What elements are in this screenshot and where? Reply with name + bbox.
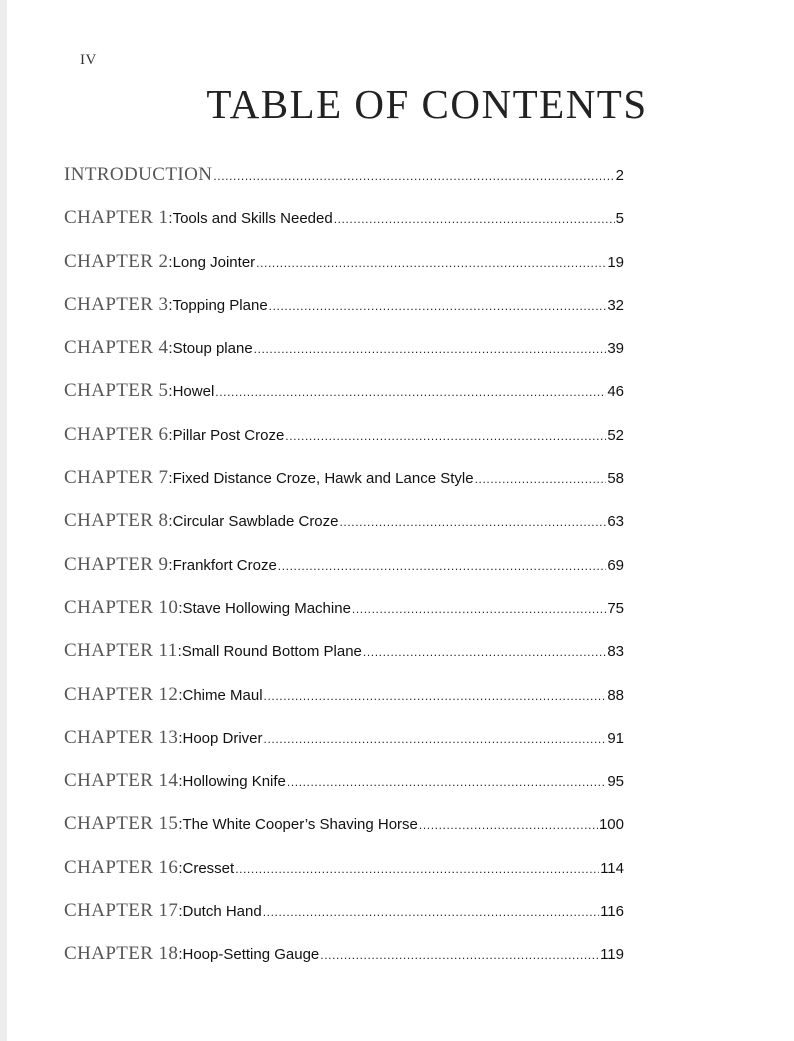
toc-dot-leader [287, 775, 606, 789]
toc-chapter-label: CHAPTER 6 [64, 423, 169, 445]
page-title: TABLE OF CONTENTS [206, 81, 648, 127]
toc-chapter-name: Tools and Skills Needed [172, 210, 333, 228]
toc-chapter-name: Stave Hollowing Machine [182, 599, 351, 617]
toc-page-number: 114 [600, 859, 624, 877]
toc-dot-leader [320, 948, 599, 962]
toc-entry [64, 337, 624, 380]
toc-chapter-name: Pillar Post Croze [172, 426, 285, 444]
toc-page-number: 116 [600, 903, 624, 921]
toc-entry [64, 813, 624, 856]
toc-chapter-label: CHAPTER 11 [64, 640, 178, 662]
toc-separator: : [168, 426, 173, 444]
document-page [7, 0, 794, 1041]
toc-entry [64, 380, 624, 423]
toc-page-number: 5 [615, 210, 624, 228]
toc-chapter-name: Frankfort Croze [172, 556, 277, 574]
toc-chapter-label: CHAPTER 14 [64, 770, 179, 792]
toc-page-number: 19 [607, 253, 624, 271]
toc-separator: : [168, 253, 173, 271]
toc-chapter-name: Small Round Bottom Plane [181, 643, 362, 661]
toc-entry [64, 251, 624, 294]
toc-page-number: 52 [607, 426, 624, 444]
table-of-contents [64, 164, 624, 987]
toc-separator: : [168, 296, 173, 314]
toc-entry [64, 857, 624, 900]
toc-chapter-name: Dutch Hand [182, 903, 262, 921]
toc-separator: : [168, 340, 173, 358]
page-number: IV [80, 52, 97, 68]
toc-chapter-name: Cresset [182, 859, 235, 877]
toc-entry [64, 770, 624, 813]
toc-chapter-name: Howel [172, 383, 215, 401]
toc-separator: : [178, 599, 183, 617]
toc-dot-leader [263, 905, 599, 919]
toc-chapter-label: CHAPTER 9 [64, 553, 169, 575]
toc-page-number: 39 [607, 340, 624, 358]
toc-separator: : [178, 686, 183, 704]
toc-entry [64, 510, 624, 553]
toc-entry [64, 467, 624, 510]
toc-entry [64, 294, 624, 337]
toc-page-number: 69 [607, 556, 624, 574]
toc-page-number: 58 [607, 470, 624, 488]
toc-separator: : [178, 903, 183, 921]
toc-dot-leader [264, 689, 607, 703]
toc-chapter-label: CHAPTER 2 [64, 250, 169, 272]
toc-entry [64, 207, 624, 250]
toc-dot-leader [334, 212, 615, 226]
toc-chapter-name: Circular Sawblade Croze [172, 513, 339, 531]
toc-separator: : [178, 859, 183, 877]
toc-chapter-label: CHAPTER 10 [64, 596, 179, 618]
toc-chapter-name: Chime Maul [182, 686, 263, 704]
toc-page-number: 100 [598, 816, 624, 834]
toc-chapter-name: Hoop-Setting Gauge [182, 946, 320, 964]
toc-page-number: 32 [607, 296, 624, 314]
toc-chapter-name: The White Cooper’s Shaving Horse [182, 816, 418, 834]
toc-entry [64, 554, 624, 597]
toc-dot-leader [254, 342, 607, 356]
toc-dot-leader [419, 818, 598, 832]
toc-entry [64, 727, 624, 770]
toc-dot-leader [352, 602, 606, 616]
toc-chapter-label: CHAPTER 3 [64, 293, 169, 315]
toc-dot-leader [363, 645, 606, 659]
toc-page-number: 119 [600, 946, 624, 964]
toc-dot-leader [285, 429, 606, 443]
toc-chapter-label: CHAPTER 17 [64, 900, 179, 922]
toc-separator: : [177, 643, 182, 661]
toc-entry [64, 164, 624, 207]
toc-entry [64, 640, 624, 683]
toc-entry [64, 943, 624, 986]
toc-page-number: 63 [607, 513, 624, 531]
toc-entry [64, 597, 624, 640]
toc-dot-leader [235, 862, 599, 876]
toc-dot-leader [278, 559, 607, 573]
toc-page-number: 83 [607, 643, 624, 661]
toc-separator: : [178, 816, 183, 834]
toc-chapter-label: INTRODUCTION [64, 164, 213, 185]
toc-chapter-label: CHAPTER 15 [64, 813, 179, 835]
toc-entry [64, 684, 624, 727]
toc-dot-leader [213, 169, 614, 183]
toc-chapter-label: CHAPTER 12 [64, 683, 179, 705]
toc-dot-leader [269, 299, 607, 313]
toc-entry [64, 424, 624, 467]
toc-chapter-label: CHAPTER 16 [64, 856, 179, 878]
toc-chapter-label: CHAPTER 8 [64, 510, 169, 532]
toc-page-number: 46 [607, 383, 624, 401]
toc-page-number: 91 [607, 729, 624, 747]
toc-chapter-name: Topping Plane [172, 296, 268, 314]
toc-chapter-label: CHAPTER 7 [64, 467, 169, 489]
toc-chapter-name: Hollowing Knife [182, 773, 286, 791]
toc-chapter-label: CHAPTER 13 [64, 726, 179, 748]
toc-separator: : [168, 470, 173, 488]
toc-separator: : [168, 383, 173, 401]
toc-chapter-label: CHAPTER 1 [64, 207, 169, 229]
toc-entry [64, 900, 624, 943]
toc-dot-leader [264, 732, 607, 746]
toc-chapter-name: Stoup plane [172, 340, 253, 358]
toc-separator: : [178, 773, 183, 791]
toc-chapter-name: Fixed Distance Croze, Hawk and Lance Style [172, 470, 474, 488]
toc-page-number: 95 [607, 773, 624, 791]
toc-chapter-name: Hoop Driver [182, 729, 263, 747]
toc-chapter-label: CHAPTER 5 [64, 380, 169, 402]
toc-separator: : [168, 513, 173, 531]
toc-separator: : [168, 556, 173, 574]
toc-dot-leader [475, 472, 607, 486]
toc-dot-leader [215, 385, 606, 399]
toc-dot-leader [256, 256, 606, 270]
toc-separator: : [178, 946, 183, 964]
toc-page-number: 2 [615, 167, 624, 184]
toc-page-number: 88 [607, 686, 624, 704]
toc-chapter-name: Long Jointer [172, 253, 256, 271]
toc-chapter-label: CHAPTER 18 [64, 943, 179, 965]
toc-dot-leader [340, 515, 607, 529]
toc-separator: : [168, 210, 173, 228]
toc-separator: : [178, 729, 183, 747]
toc-chapter-label: CHAPTER 4 [64, 337, 169, 359]
toc-page-number: 75 [607, 599, 624, 617]
